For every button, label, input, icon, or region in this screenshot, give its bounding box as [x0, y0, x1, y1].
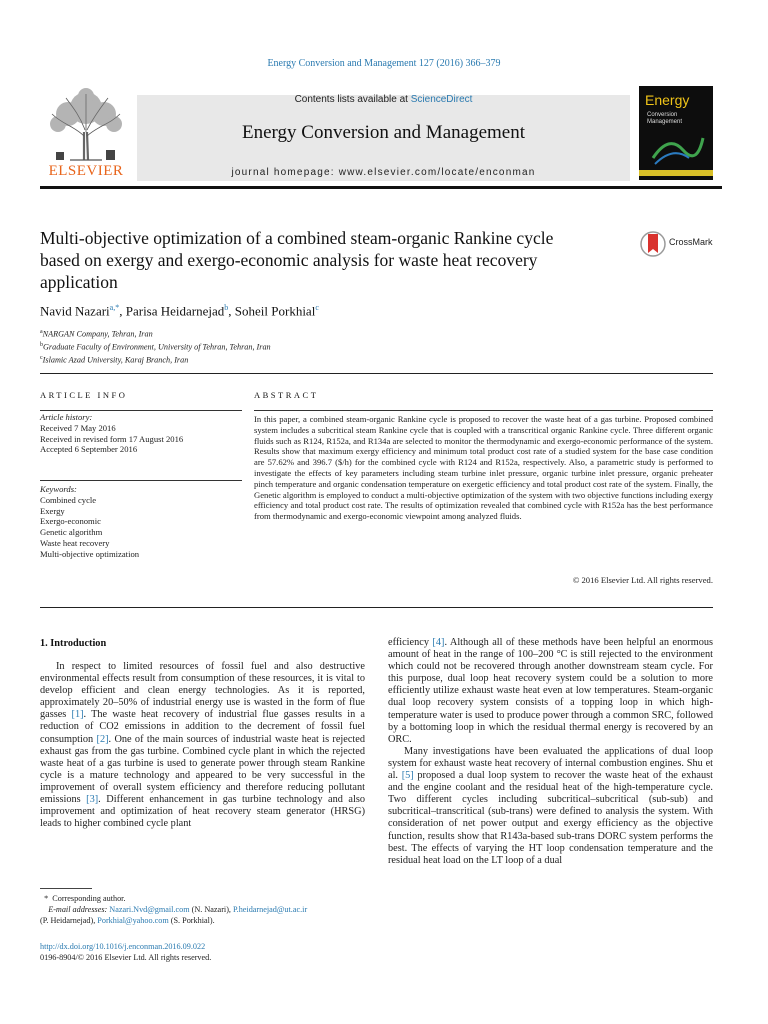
- author-sep: ,: [119, 303, 126, 319]
- cover-subtitle: [647, 112, 682, 126]
- header-rule: [40, 186, 722, 189]
- paragraph-text: proposed a dual loop system to recover the waste heat of the exhaust and the engine coolant and the residual heat of the high-temperature cycle. Two different cycles including subcritical–subcritical (sub-sub) and subcritical–transcritical (sub-trans) were defined to analysis the system. With consideration of net power output and exergy efficiency as the objective function, results show that R143a-based sub-trans DORC system performs the best. The effects of varying the HT loop condensation temperature and the residual heat load on the LT loop of a dual: [388, 770, 713, 866]
- info-rule: [40, 480, 242, 481]
- email-link[interactable]: P.heidarnejad@ut.ac.ir: [233, 904, 308, 914]
- cover-subtitle-2: Management: [647, 119, 683, 125]
- journal-cover-image-icon[interactable]: [639, 86, 713, 180]
- affiliation-item: [40, 353, 271, 366]
- footnote-rule: [40, 888, 92, 889]
- crossmark-icon: [640, 229, 666, 259]
- article-title: [40, 227, 630, 293]
- affiliation-marker: c: [40, 355, 43, 362]
- paragraph-text: . Different enhancement in gas turbine technology and also improvement and optimization of heat recovery steam generator (HRSG) leads to higher combined cycle plant: [40, 794, 365, 830]
- body-column-left: [40, 661, 365, 830]
- contents-prefix: Contents lists available at: [294, 94, 411, 105]
- info-rule: [40, 410, 242, 411]
- cover-bar: [639, 170, 713, 176]
- corresponding-text: Corresponding author.: [52, 894, 126, 903]
- paragraph-text: efficiency: [388, 637, 433, 648]
- affiliation-marker: b: [40, 342, 43, 349]
- corresponding-note: [40, 894, 370, 905]
- author-name[interactable]: Navid Nazari: [40, 303, 110, 319]
- article-history: [40, 412, 242, 455]
- email-label: E-mail addresses:: [48, 904, 110, 914]
- abstract-copyright: © 2016 Elsevier Ltd. All rights reserved.: [572, 575, 713, 585]
- affiliation-marker: a: [40, 329, 43, 335]
- affiliation-item: [40, 327, 271, 340]
- author-affil-marker[interactable]: a,*: [109, 303, 120, 312]
- crossmark-label: CrossMark: [669, 237, 713, 247]
- history-label: Article history:: [40, 412, 93, 422]
- email-link[interactable]: Porkhial@yahoo.com: [97, 915, 169, 925]
- paragraph-text: In respect to limited resources of fossil fuel and also destructive environmental effects result from consumption of these resources, it is vital to develop efficient and clean energy technologies. As it is reported, approximately 20–50% of industrial energy use is wasted in the form of flue gasses: [40, 661, 365, 721]
- email-line: [40, 916, 370, 927]
- affiliation-text: Graduate Faculty of Environment, University of Tehran, Tehran, Iran: [43, 342, 271, 352]
- history-item: Received in revised form 17 August 2016: [40, 433, 184, 444]
- keyword-item: Waste heat recovery: [40, 537, 110, 548]
- paragraph: [40, 661, 365, 830]
- keywords: [40, 484, 242, 560]
- article-info-heading: ARTICLE INFO: [40, 390, 128, 400]
- paragraph-text: . Although all of these methods have been helpful an enormous amount of heat in the range of 100–200 °C is still rejected to the environment which could not be recovered through another downstream steam cycle. For this purpose, dual loop heat recovery system could be a solution to more efficiently utilize exhaust waste heat even at low temperatures. Steam-organic dual loop recovery system consists of a topping loop in which high-temperature water is used to produce power through a common SRC, followed by a bottoming loop in which the residual thermal energy is recovered by an ORC.: [388, 637, 714, 745]
- email-owner: (N. Nazari),: [189, 904, 234, 914]
- author-list: [40, 303, 319, 319]
- email-owner: (P. Heidarnejad),: [40, 915, 98, 925]
- email-link[interactable]: Nazari.Nvd@gmail.com: [109, 904, 190, 914]
- paragraph: [388, 637, 713, 746]
- title-line-3: application: [40, 272, 118, 292]
- keywords-label: Keywords:: [40, 484, 77, 494]
- affiliation-text: NARGAN Company, Tehran, Iran: [42, 329, 153, 339]
- affiliations: [40, 327, 271, 367]
- keyword-item: Combined cycle: [40, 494, 97, 505]
- paragraph-text: . The waste heat recovery of industrial flue gasses results in a reduction of CO2 emissions in addition to the decrement of fossil fuel consumption: [40, 709, 365, 745]
- cover-graphic-icon: [649, 128, 705, 168]
- citation-link[interactable]: [4]: [432, 637, 445, 648]
- sciencedirect-link[interactable]: ScienceDirect: [410, 94, 473, 105]
- cover-title: Energy: [645, 92, 690, 108]
- elsevier-wordmark: ELSEVIER: [48, 163, 124, 179]
- author-name[interactable]: Soheil Porkhial: [234, 303, 316, 319]
- history-item: Accepted 6 September 2016: [40, 444, 138, 455]
- section-rule: [40, 373, 713, 374]
- footnote: [40, 894, 370, 926]
- author-name[interactable]: Parisa Heidarnejad: [125, 303, 225, 319]
- body-column-right: [388, 637, 713, 867]
- email-line: [40, 905, 370, 916]
- keyword-item: Genetic algorithm: [40, 527, 103, 538]
- citation-link[interactable]: [2]: [96, 733, 109, 745]
- section-rule: [40, 607, 713, 608]
- keyword-item: Multi-objective optimization: [40, 548, 140, 559]
- email-owner: (S. Porkhial).: [168, 915, 215, 925]
- abstract-rule: [254, 410, 713, 411]
- page-footer: [40, 941, 211, 963]
- keyword-item: Exergy: [40, 505, 65, 516]
- author-sep: ,: [228, 303, 235, 319]
- section-heading: 1. Introduction: [40, 638, 107, 649]
- issn-line: 0196-8904/© 2016 Elsevier Ltd. All rights reserved.: [40, 953, 212, 962]
- asterisk-marker: *: [40, 894, 53, 903]
- author-affil-marker[interactable]: b: [224, 303, 229, 312]
- paragraph-text: . One of the main sources of industrial waste heat is rejected exhaust gas from the gas turbine. Combined cycle plant in which the rejected waste heat of a gas turbine is used to generate power through steam Rankine cycle is a mature technology and appeared to be very successful in the improvement of overall system efficiency and therefore reducing pollutant emissions: [40, 733, 365, 806]
- paragraph-text: Many investigations have been evaluated the applications of dual loop system for exhaust waste heat recovery of internal combustion engines. Shu et al.: [388, 745, 713, 782]
- doi-link[interactable]: http://dx.doi.org/10.1016/j.enconman.2016.09.022: [40, 942, 206, 951]
- crossmark-badge[interactable]: [640, 229, 720, 259]
- history-item: Received 7 May 2016: [40, 422, 116, 433]
- affiliation-text: Islamic Azad University, Karaj Branch, Iran: [42, 356, 189, 366]
- cover-subtitle-1: Conversion: [647, 112, 678, 118]
- journal-homepage[interactable]: journal homepage: www.elsevier.com/locate/enconman: [231, 167, 536, 178]
- journal-citation[interactable]: Energy Conversion and Management 127 (2016) 366–379: [267, 58, 501, 69]
- abstract-heading: ABSTRACT: [254, 390, 319, 400]
- contents-line: [137, 94, 630, 105]
- keyword-item: Exergo-economic: [40, 516, 101, 527]
- title-line-2: based on exergy and exergo-economic analysis for waste heat recovery: [40, 250, 538, 270]
- paragraph: [388, 746, 713, 867]
- citation-link[interactable]: [3]: [86, 794, 99, 806]
- affiliation-item: [40, 340, 271, 353]
- abstract-text: In this paper, a combined steam-organic Rankine cycle is proposed to recover the waste heat of a gas turbine. Proposed combined system includes a subcritical steam Rankine cycle that is coupled with a transcritical organic Rankine cycle. Three different organic fluids such as R124, R152a, and R134a are selected to monitor the thermodynamic and exergo-economic performance of the system. Results show that maximum exergy efficiency and minimum total product cost rate of a studied system for the base case condition are 57.62% and 396.7 ($/h) for the combined cycle with R124 and R152a, respectively. Also, a parametric study is performed to investigate the effects of key parameters including steam turbine inlet pressure, organic turbine inlet pressure, organic preheater pinch temperature and organic condensation temperature on exergetic efficiency and total product cost rate of the system. Finally, the Genetic algorithm is employed to conduct a multi-objective optimization of the system with two objective functions including exergy efficiency and total product cost rate. The results of optimization revealed that combined cycle with R152a has the best performance from thermodynamic and exergo-economic viewpoint among analyzed fluids.: [254, 414, 713, 522]
- title-line-1: Multi-objective optimization of a combined steam-organic Rankine cycle: [40, 228, 554, 248]
- citation-link[interactable]: [1]: [71, 709, 84, 721]
- author-affil-marker[interactable]: c: [315, 303, 319, 312]
- citation-link[interactable]: [5]: [401, 770, 414, 782]
- journal-title: Energy Conversion and Management: [242, 122, 525, 143]
